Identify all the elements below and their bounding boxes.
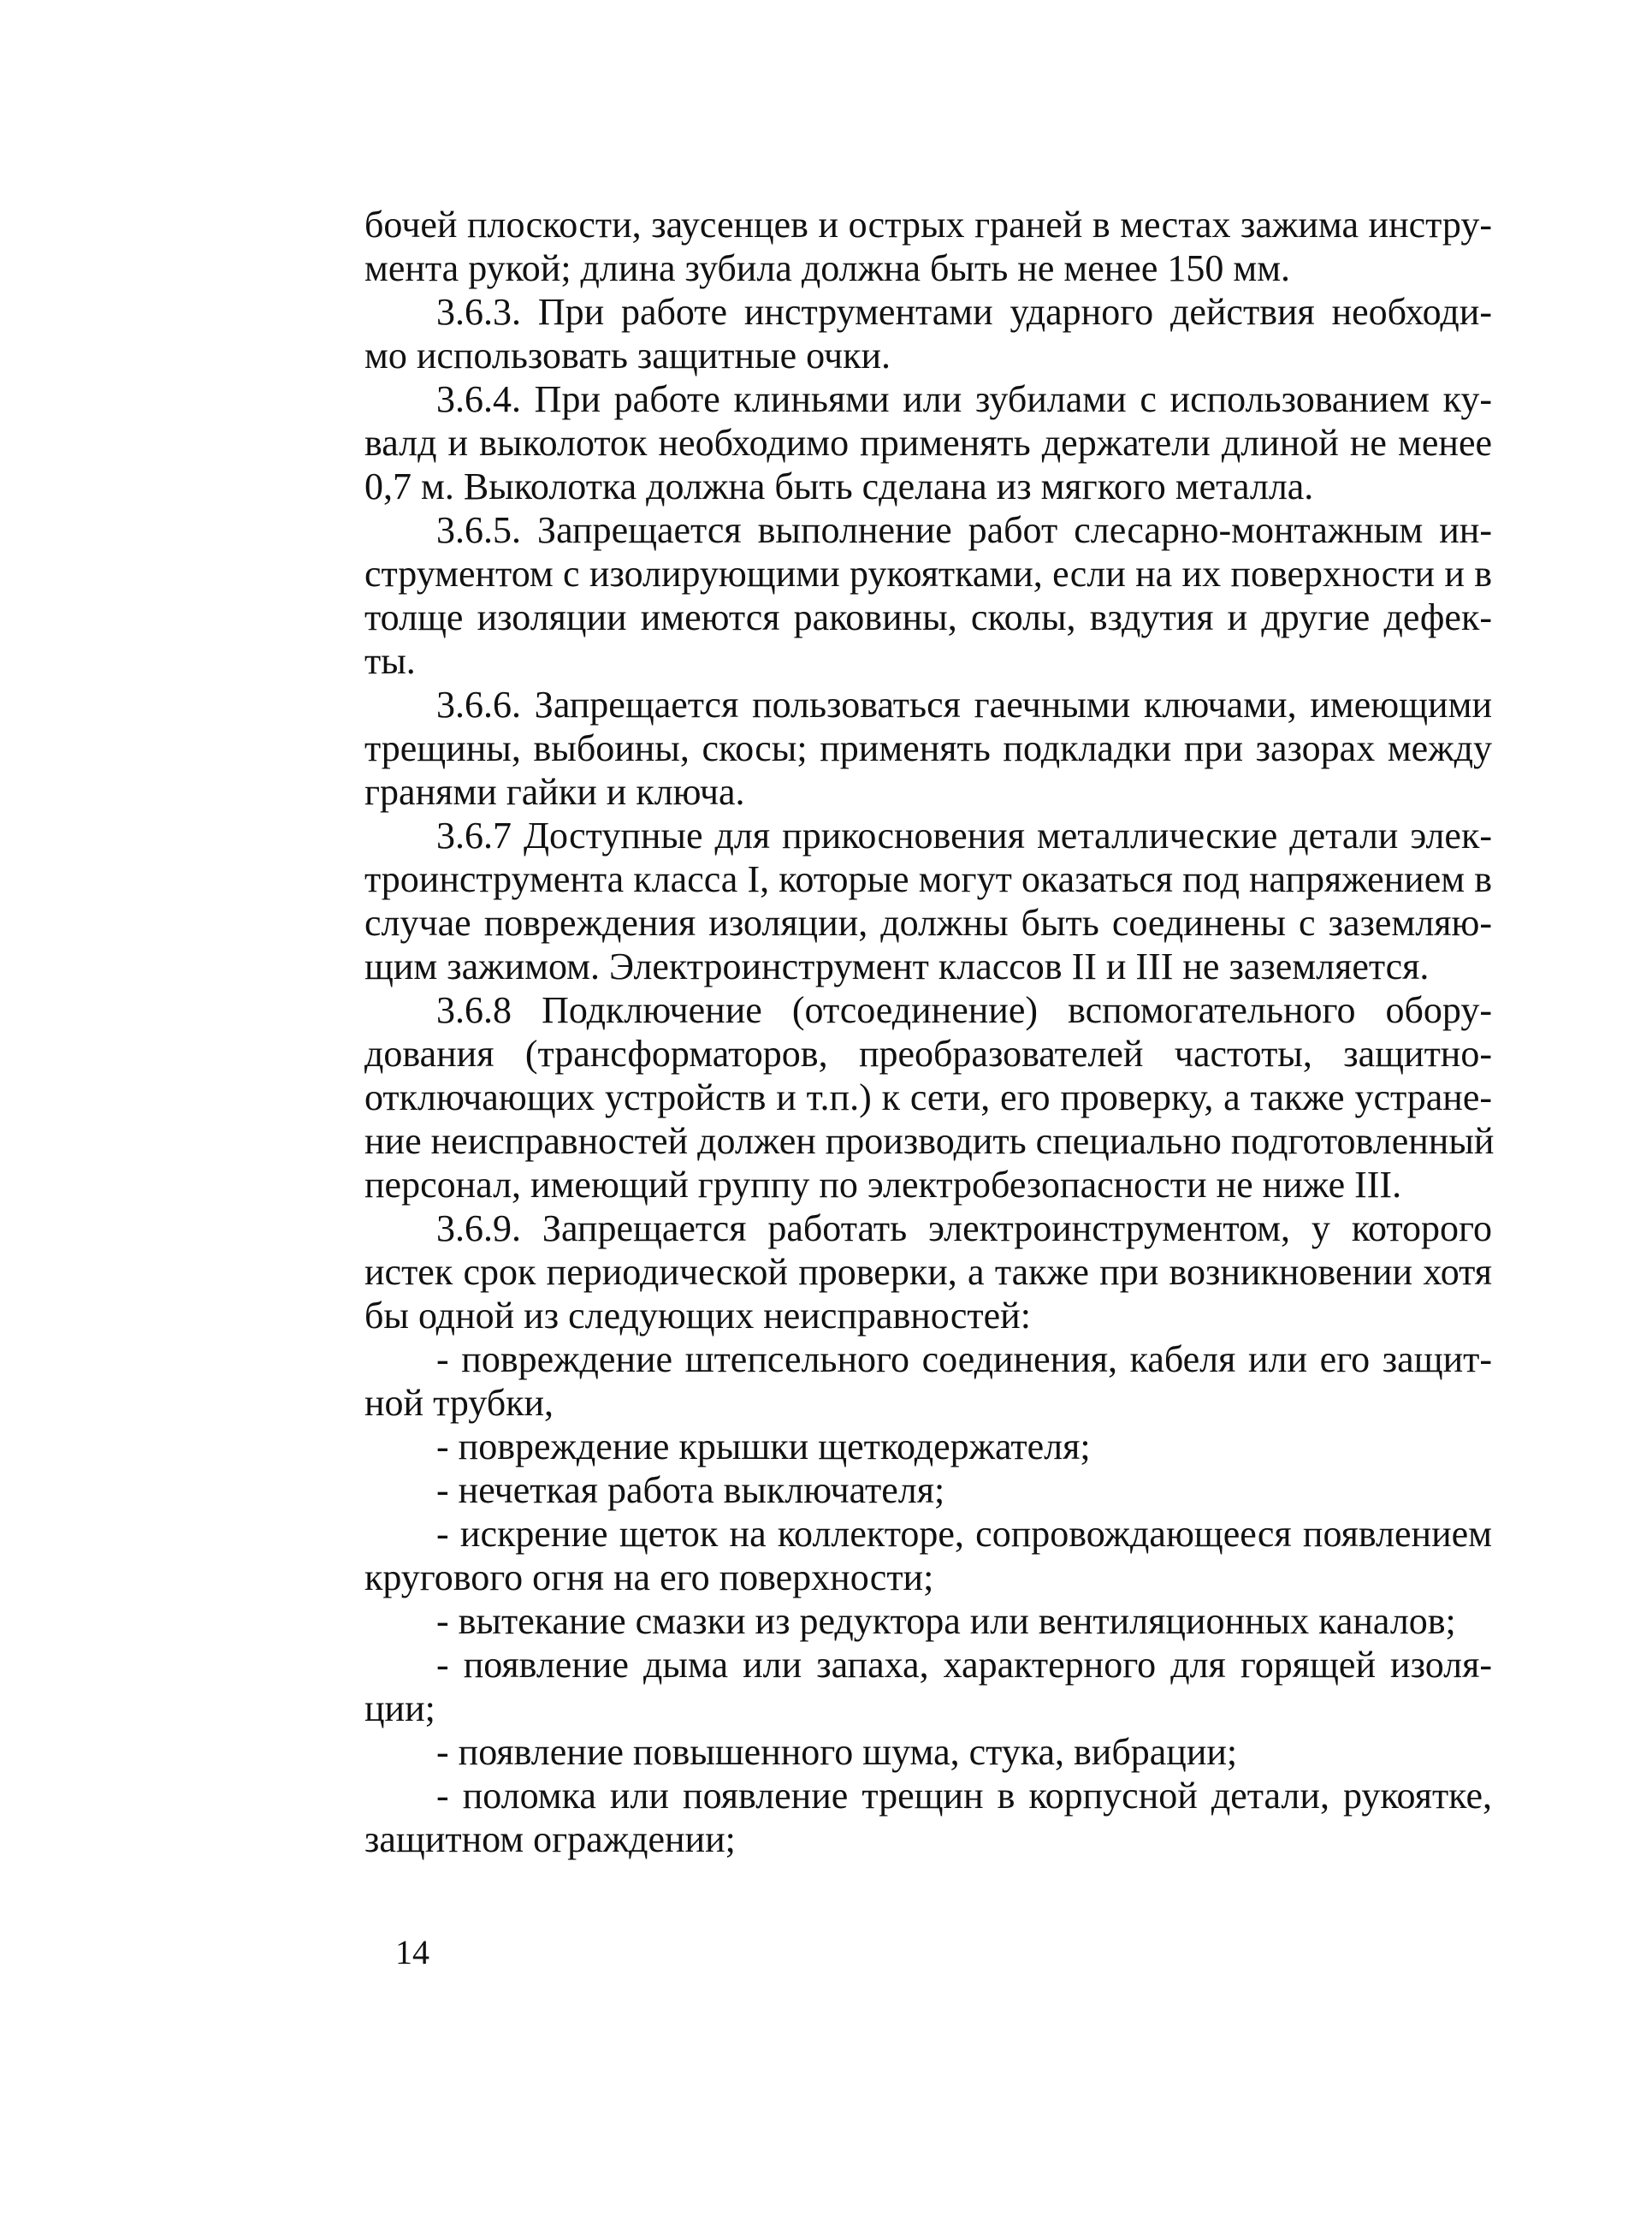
- text-line: - нечеткая работа выключателя;: [436, 1469, 945, 1511]
- text-line: - повреждение штепсельного соединения, кабеля или его защит-: [436, 1338, 1492, 1380]
- text-line: валд и выколоток необходимо применять держатели длиной не менее: [364, 422, 1492, 464]
- text-line: 0,7 м. Выколотка должна быть сделана из мягкого металла.: [364, 465, 1314, 507]
- text-line: защитном ограждении;: [364, 1818, 736, 1860]
- text-line: щим зажимом. Электроинструмент классов II и III не заземляется.: [364, 946, 1430, 987]
- text-line: - искрение щеток на коллекторе, сопровождающееся появлением: [436, 1513, 1492, 1555]
- text-line: 3.6.8 Подключение (отсоединение) вспомогательного обору-: [436, 989, 1492, 1031]
- text-line: - вытекание смазки из редуктора или вентиляционных каналов;: [436, 1600, 1456, 1642]
- text-line: отключающих устройств и т.п.) к сети, его проверку, а также устране-: [364, 1076, 1492, 1118]
- text-line: трещины, выбоины, скосы; применять подкладки при зазорах между: [364, 727, 1492, 769]
- text-line: толще изоляции имеются раковины, сколы, вздутия и другие дефек-: [364, 596, 1492, 638]
- text-line: 3.6.3. При работе инструментами ударного действия необходи-: [436, 291, 1492, 333]
- text-line: мо использовать защитные очки.: [364, 335, 891, 376]
- text-line: дования (трансформаторов, преобразователей частоты, защитно-: [364, 1033, 1492, 1075]
- text-line: кругового огня на его поверхности;: [364, 1556, 934, 1598]
- text-line: персонал, имеющий группу по электробезопасности не ниже III.: [364, 1164, 1402, 1206]
- text-line: бочей плоскости, заусенцев и острых граней в местах зажима инстру-: [364, 204, 1492, 246]
- text-line: ной трубки,: [364, 1382, 554, 1424]
- text-line: 3.6.5. Запрещается выполнение работ слесарно-монтажным ин-: [436, 509, 1492, 551]
- text-line: троинструмента класса I, которые могут оказаться под напряжением в: [364, 858, 1492, 900]
- text-line: ты.: [364, 640, 416, 682]
- text-line: струментом с изолирующими рукоятками, если на их поверхности и в: [364, 553, 1492, 595]
- text-line: бы одной из следующих неисправностей:: [364, 1295, 1031, 1337]
- text-line: - повреждение крышки щеткодержателя;: [436, 1426, 1091, 1467]
- text-line: ции;: [364, 1687, 435, 1729]
- text-line: гранями гайки и ключа.: [364, 771, 745, 813]
- text-line: 3.6.9. Запрещается работать электроинструментом, у которого: [436, 1207, 1492, 1249]
- text-line: 3.6.4. При работе клиньями или зубилами с использованием ку-: [436, 378, 1492, 420]
- text-line: ние неисправностей должен производить специально подготовленный: [364, 1120, 1495, 1162]
- text-line: 3.6.6. Запрещается пользоваться гаечными ключами, имеющими: [436, 684, 1492, 726]
- text-line: - поломка или появление трещин в корпусной детали, рукоятке,: [436, 1775, 1492, 1817]
- text-line: - появление повышенного шума, стука, вибрации;: [436, 1731, 1238, 1773]
- text-line: - появление дыма или запаха, характерного для горящей изоля-: [436, 1644, 1492, 1686]
- text-line: истек срок периодической проверки, а также при возникновении хотя: [364, 1251, 1492, 1293]
- text-line: случае повреждения изоляции, должны быть соединены с заземляю-: [364, 902, 1492, 944]
- page-number: 14: [395, 1933, 429, 1971]
- text-line: мента рукой; длина зубила должна быть не менее 150 мм.: [364, 247, 1291, 289]
- text-line: 3.6.7 Доступные для прикосновения металлические детали элек-: [436, 815, 1492, 857]
